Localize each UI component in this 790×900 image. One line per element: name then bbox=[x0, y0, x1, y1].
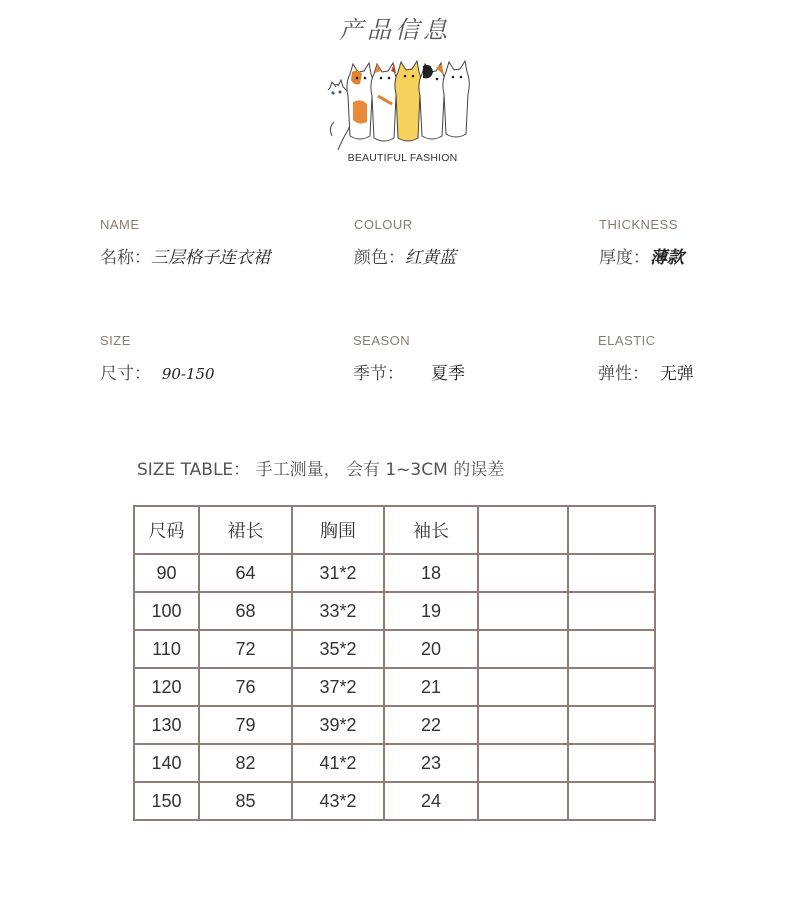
table-cell: 37*2 bbox=[292, 668, 384, 706]
table-row bbox=[134, 630, 655, 668]
table-cell: 140 bbox=[134, 744, 199, 782]
table-cell: 64 bbox=[199, 554, 292, 592]
table-cell bbox=[478, 554, 568, 592]
table-cell bbox=[478, 706, 568, 744]
table-row bbox=[134, 592, 655, 630]
table-row bbox=[134, 668, 655, 706]
table-cell bbox=[568, 782, 655, 820]
logo-text: BEAUTIFUL FASHION bbox=[347, 152, 458, 164]
table-cell: 21 bbox=[384, 668, 478, 706]
table-cell: 72 bbox=[199, 630, 292, 668]
attr-value: 红黄蓝 bbox=[405, 248, 456, 268]
table-cell bbox=[478, 782, 568, 820]
table-cell bbox=[478, 592, 568, 630]
table-cell: 23 bbox=[384, 744, 478, 782]
brand-logo bbox=[320, 52, 470, 172]
attr-label: SIZE bbox=[100, 333, 131, 348]
attr-key: 厚度： bbox=[599, 248, 650, 268]
attr-season bbox=[353, 333, 573, 384]
table-cell: 24 bbox=[384, 782, 478, 820]
table-cell: 120 bbox=[134, 668, 199, 706]
attr-value: 夏季 bbox=[431, 364, 466, 384]
attr-thickness bbox=[599, 217, 779, 268]
table-row bbox=[134, 782, 655, 820]
table-cell: 33*2 bbox=[292, 592, 384, 630]
table-header-cell bbox=[568, 506, 655, 554]
page-title: 产品信息 bbox=[339, 16, 451, 44]
table-cell: 18 bbox=[384, 554, 478, 592]
attr-value: 三层格子连衣裙 bbox=[151, 248, 270, 268]
table-header-cell: 胸围 bbox=[292, 506, 384, 554]
attr-colour bbox=[354, 217, 574, 268]
table-cell: 85 bbox=[199, 782, 292, 820]
table-header-cell bbox=[478, 506, 568, 554]
attr-label: THICKNESS bbox=[599, 217, 678, 232]
table-cell bbox=[478, 668, 568, 706]
table-cell bbox=[568, 630, 655, 668]
table-cell bbox=[568, 744, 655, 782]
table-cell: 35*2 bbox=[292, 630, 384, 668]
table-header-cell: 尺码 bbox=[134, 506, 199, 554]
table-cell bbox=[568, 592, 655, 630]
table-cell: 39*2 bbox=[292, 706, 384, 744]
attr-label: COLOUR bbox=[354, 217, 413, 232]
table-cell bbox=[478, 744, 568, 782]
table-cell: 82 bbox=[199, 744, 292, 782]
size-table bbox=[133, 505, 656, 821]
table-row bbox=[134, 706, 655, 744]
table-cell: 68 bbox=[199, 592, 292, 630]
table-row bbox=[134, 554, 655, 592]
attr-label: ELASTIC bbox=[598, 333, 656, 348]
table-cell: 22 bbox=[384, 706, 478, 744]
attr-value: 无弹 bbox=[659, 364, 694, 384]
table-cell: 41*2 bbox=[292, 744, 384, 782]
table-cell bbox=[568, 706, 655, 744]
size-table-note: SIZE TABLE： 手工测量， 会有 1~3CM 的误差 bbox=[137, 460, 505, 480]
attr-size bbox=[100, 333, 320, 384]
attr-key: 季节： bbox=[353, 364, 404, 384]
table-cell: 76 bbox=[199, 668, 292, 706]
attr-key: 弹性： bbox=[598, 364, 649, 384]
attr-value: 90-150 bbox=[161, 365, 215, 383]
attr-value: 薄款 bbox=[650, 248, 684, 268]
attr-elastic bbox=[598, 333, 778, 384]
table-cell: 110 bbox=[134, 630, 199, 668]
attr-label: NAME bbox=[100, 217, 140, 232]
table-cell bbox=[478, 630, 568, 668]
table-row bbox=[134, 744, 655, 782]
attr-name bbox=[100, 217, 320, 268]
attr-key: 尺寸： bbox=[100, 364, 151, 384]
table-header-row bbox=[134, 506, 655, 554]
table-cell: 90 bbox=[134, 554, 199, 592]
table-cell bbox=[568, 668, 655, 706]
table-cell: 31*2 bbox=[292, 554, 384, 592]
attr-key: 名称： bbox=[100, 248, 151, 268]
table-header-cell: 袖长 bbox=[384, 506, 478, 554]
cats-illustration-icon bbox=[320, 52, 470, 152]
table-cell bbox=[568, 554, 655, 592]
attr-key: 颜色： bbox=[354, 248, 405, 268]
table-cell: 19 bbox=[384, 592, 478, 630]
table-cell: 130 bbox=[134, 706, 199, 744]
table-cell: 43*2 bbox=[292, 782, 384, 820]
table-cell: 20 bbox=[384, 630, 478, 668]
table-header-cell: 裙长 bbox=[199, 506, 292, 554]
table-cell: 100 bbox=[134, 592, 199, 630]
table-cell: 79 bbox=[199, 706, 292, 744]
attr-label: SEASON bbox=[353, 333, 411, 348]
table-cell: 150 bbox=[134, 782, 199, 820]
